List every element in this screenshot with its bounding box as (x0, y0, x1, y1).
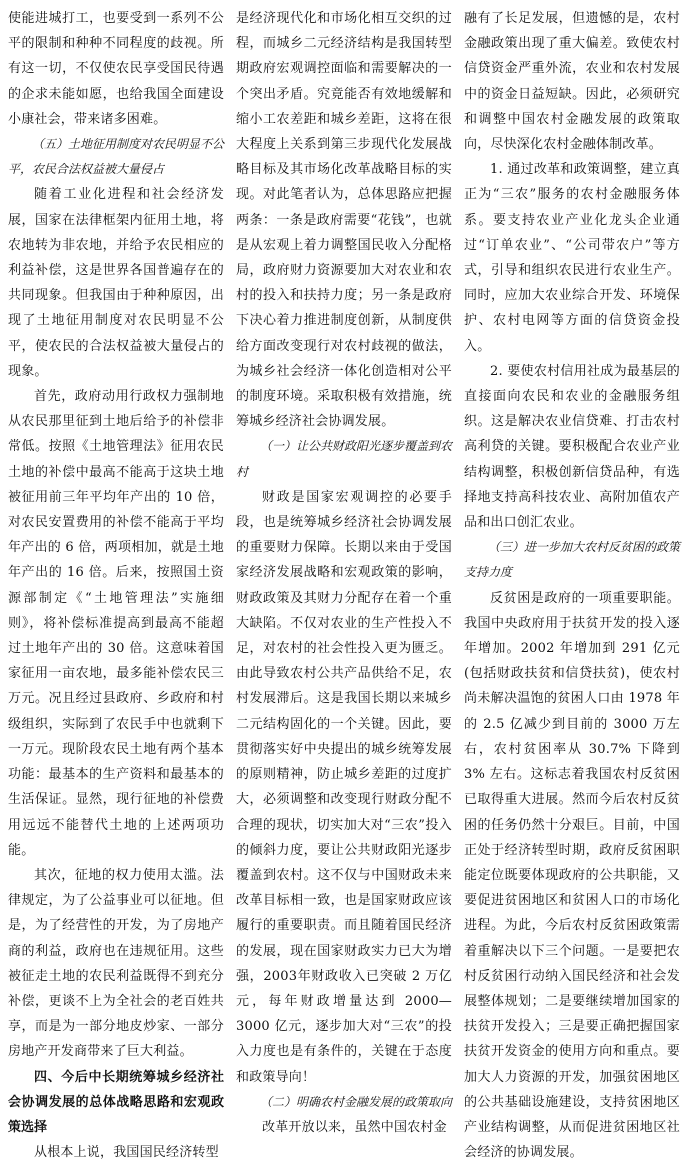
paragraph: 反贫困是政府的一项重要职能。我国中央政府用于扶贫开发的投入逐年增加。2002 年增加到 291 亿元(包括财政扶贫和信贷扶贫)，使农村尚未解决温饱的贫困人口由 1978 年的 2.5 亿减少到目前的 3000 万左右，农村贫困率从 30.7% 下降到 3% 左右。这标志着我国农村反贫困已取得重大进展。然而今后农村反贫困的任务仍然十分艰巨。目前，中国正处于经济转型时期，政府反贫困职能定位既要体现政府的公共职能，又要促进贫困地区和贫困人口的市场化进程。为此，今后农村反贫困政策需着重解决以下三个问题。一是要把农村反贫困行动纳入国民经济和社会发展整体规划；二是要继续增加国家的扶贫开发投入；三是要正确把握国家扶贫开发资金的使用方向和重点。要加大人力资源的开发，加强贫困地区的公共基础设施建设，支持贫困地区产业结构调整，从而促进贫困地区社会经济的协调发展。 (464, 590, 680, 1161)
paragraph: 是经济现代化和市场化相互交织的过程，而城乡二元经济结构是我国转型期政府宏观调控面临和需要解决的一个突出矛盾。究竟能否有效地缓解和缩小工农差距和城乡差距，这将在很大程度上关系到第三步现代化发展战略目标及其市场化改革战略目标的实现。对此笔者认为，总体思路应把握两条：一条是政府需要“花钱”，也就是从宏观上着力调整国民收入分配格局，政府财力资源要加大对农业和农村的投入和扶持力度；另一条是政府下决心着力推进制度创新，从制度供给方面改变现行对农村歧视的做法，为城乡社会经济一体化创造相对公平的制度环境。采取积极有效措施，统筹城乡经济社会协调发展。 (236, 11, 452, 430)
paragraph: 使能进城打工，也要受到一系列不公平的限制和种种不同程度的歧视。所有这一切，不仅使农民享受国民待遇的企求未能如愿，也给我国全面建设小康社会，带来诸多困难。 (8, 11, 224, 127)
section-heading: （五）土地征用制度对农民明显不公平，农民合法权益被大量侵占 (8, 137, 225, 177)
paragraph: 其次，征地的权力使用太滥。法律规定，为了公益事业可以征地。但是，为了经营性的开发，为了房地产商的利益，政府也在违规征用。这些被征走土地的农民利益既得不到充分补偿，更谈不上为全社会的老百姓共享，而是为一部分地皮炒家、一部分房地产开发商带来了巨大利益。 (8, 867, 224, 1060)
paragraph: 改革开放以来，虽然中国农村金 (262, 1119, 447, 1135)
paragraph: 2. 要使农村信用社成为最基层的直接面向农民和农业的金融服务组织。这是解决农业信贷难、打击农村高利贷的关键。要积极配合农业产业结构调整，积极创新信贷品种，有选择地支持高科技农业、高附加值农产品和出口创汇农业。 (464, 363, 680, 531)
paragraph: 财政是国家宏观调控的必要手段，也是统筹城乡经济社会协调发展的重要财力保障。长期以来由于受国家经济发展战略和宏观政策的影响，财政政策及其财力分配存在着一个重大缺陷。不仅对农业的生产性投入不足，对农村的社会性投入更为匮乏。由此导致农村公共产品供给不足，农村发展滞后。这是我国长期以来城乡二元结构固化的一个关键。因此，要贯彻落实好中央提出的城乡统筹发展的原则精神，防止城乡差距的过度扩大，必须调整和改变现行财政分配不合理的现状，切实加大对“三农”投入的倾斜力度，要让公共财政阳光逐步覆盖到农村。这不仅与中国财政未来改革目标相一致，也是国家财政应该履行的重要职责。而且随着国民经济的发展，现在国家财政实力已大为增强，2003年财政收入已突破 2 万亿元，每年财政增量达到 2000—3000 亿元，逐步加大对“三农”的投入力度也是有条件的，关键在于态度和政策导向！ (236, 489, 452, 1085)
section-heading: （一）让公共财政阳光逐步覆盖到农村 (236, 439, 453, 479)
paragraph: 从根本上说，我国国民经济转型 (34, 1145, 219, 1161)
text-column-left (8, 6, 224, 1165)
text-column-middle (236, 6, 452, 1165)
paragraph: 随着工业化进程和社会经济发展，国家在法律框架内征用土地，将农地转为非农地，并给予农民相应的利益补偿，这是世界各国普遍存在的共同现象。但我国由于种种原因，出现了土地征用制度对农民明显不公平，使农民的合法权益被大量侵占的现象。 (8, 187, 224, 379)
paragraph: 1. 通过改革和政策调整，建立真正为“三农”服务的农村金融服务体系。要支持农业产业化龙头企业通过“订单农业”、“公司带农户”等方式，引导和组织农民进行农业生产。同时，应加大农业综合开发、环境保护、农村电网等方面的信贷资金投入。 (464, 162, 680, 354)
paragraph: 首先，政府动用行政权力强制地从农民那里征到土地后给予的补偿非常低。按照《土地管理法》征用农民土地的补偿中最高不能高于这块土地被征用前三年平均年产出的 10 倍，对农民安置费用的补偿不能高于平均年产出的 6 倍，两项相加，就是土地年产出的 16 倍。后来，按照国土资源部制定《“土地管理法”实施细则》，将补偿标准提高到最高不能超过土地年产出的 30 倍。这意味着国家征用一亩农地，最多能补偿农民三万元。况且经过县政府、乡政府和村级组织，实际到了农民手中也就剩下一万元。现阶段农民土地有两个基本功能：最基本的生产资料和最基本的生活保证。显然，现行征地的补偿费用远远不能替代土地的上述两项功能。 (8, 389, 224, 858)
paragraph: 融有了长足发展，但遗憾的是，农村金融政策出现了重大偏差。致使农村信贷资金严重外流，农业和农村发展中的资金日益短缺。因此，必须研究和调整中国农村金融发展的政策取向，尽快深化农村金融体制改革。 (464, 11, 680, 153)
section-heading: （二）明确农村金融发展的政策取向 (260, 1094, 453, 1109)
section-heading: 四、今后中长期统筹城乡经济社会协调发展的总体战略思路和宏观政策选择 (8, 1069, 224, 1135)
section-heading: （三）进一步加大农村反贫困的政策支持力度 (464, 540, 681, 580)
text-column-right (464, 6, 680, 1165)
